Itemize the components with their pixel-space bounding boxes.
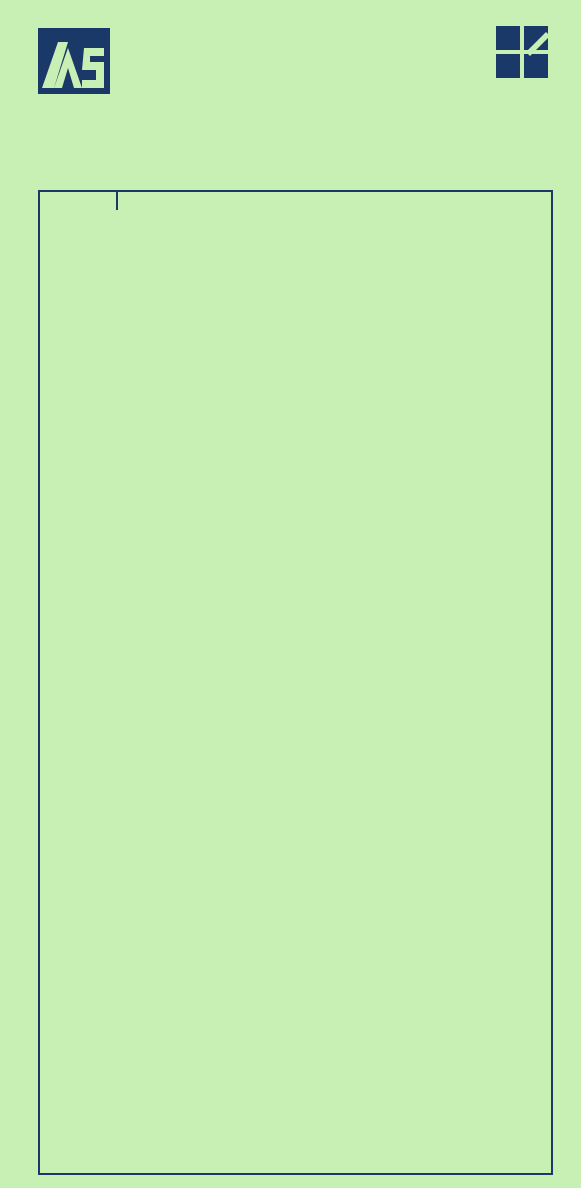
- wien-kultur-logo: [414, 24, 554, 104]
- as-logo-icon: [38, 28, 110, 94]
- day-cell-empty: [40, 192, 118, 210]
- header: [0, 0, 581, 190]
- program-table: [38, 190, 553, 1175]
- program-title-row: [40, 192, 551, 210]
